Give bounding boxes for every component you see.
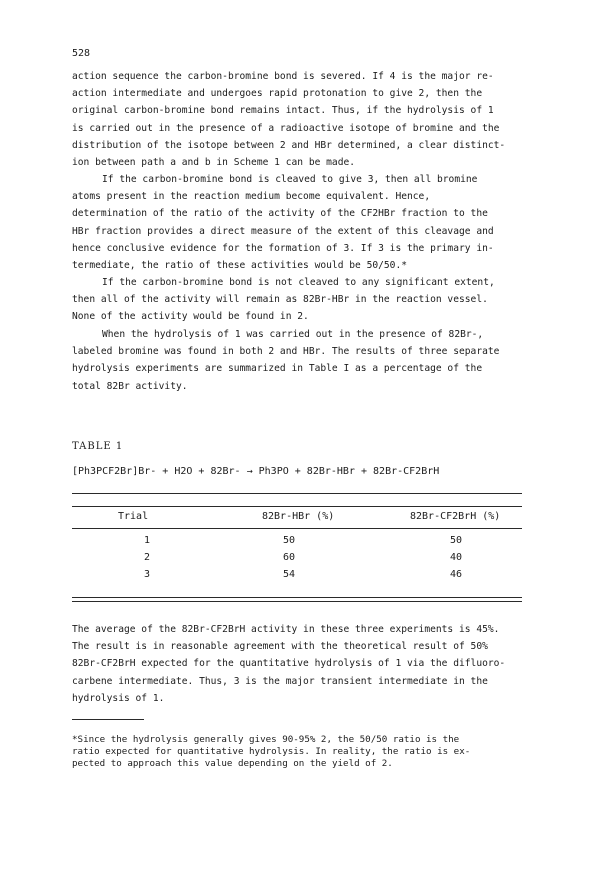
text-line: hydrolysis of 1. [72, 692, 165, 704]
text-line: original carbon-bromine bond remains intact. Thus, if the hydrolysis of 1 [72, 105, 494, 117]
footnote [72, 734, 532, 770]
text-line: HBr fraction provides a direct measure of the extent of this cleavage and [72, 225, 494, 237]
cell-trial: 2 [144, 552, 151, 563]
paragraph-4 [72, 326, 532, 395]
text-line: then all of the activity will remain as 82Br-HBr in the reaction vessel. [72, 294, 488, 306]
table-header-rule [72, 528, 522, 529]
cell-hbr: 54 [283, 569, 296, 580]
text-line: ion between path a and b in Scheme 1 can be made. [72, 157, 356, 169]
text-line: When the hydrolysis of 1 was carried out in the presence of 82Br-, [102, 329, 484, 340]
text-line: determination of the ratio of the activity of the CF2HBr fraction to the [72, 208, 488, 220]
text-line: 82Br-CF2BrH expected for the quantitative hydrolysis of 1 via the difluoro- [72, 658, 506, 670]
page-number: 528 [72, 48, 91, 59]
table-bottom-rule [72, 597, 522, 598]
footnote-line: *Since the hydrolysis generally gives 90-95% 2, the 50/50 ratio is the [72, 734, 460, 745]
paragraph-5 [72, 621, 532, 707]
footnote-rule [72, 719, 144, 720]
paragraph-2 [72, 171, 532, 274]
text-line: The result is in reasonable agreement with the theoretical result of 50% [72, 641, 488, 653]
text-line: The average of the 82Br-CF2BrH activity in these three experiments is 45%. [72, 624, 500, 635]
paragraph-1 [72, 68, 532, 171]
table-bottom-rule-2 [72, 601, 522, 602]
text-line: If the carbon-bromine bond is not cleaved to any significant extent, [102, 277, 495, 288]
reaction-equation: [Ph3PCF2Br]Br- + H2O + 82Br- → Ph3PO + 82Br-HBr + 82Br-CF2BrH [72, 466, 440, 477]
text-line: carbene intermediate. Thus, 3 is the major transient intermediate in the [72, 675, 488, 687]
text-line: action sequence the carbon-bromine bond is severed. If 4 is the major re- [72, 71, 494, 82]
table-top-rule [72, 493, 522, 494]
text-line: hydrolysis experiments are summarized in Table I as a percentage of the [72, 363, 483, 375]
column-header-hbr: 82Br-HBr (%) [262, 511, 335, 522]
table-title: TABLE 1 [72, 441, 124, 452]
text-line: total 82Br activity. [72, 380, 188, 392]
text-line: None of the activity would be found in 2. [72, 311, 309, 323]
text-line: If the carbon-bromine bond is cleaved to give 3, then all bromine [102, 174, 478, 185]
table-top-rule-2 [72, 506, 522, 507]
cell-cf2brh: 50 [450, 535, 463, 546]
footnote-line: ratio expected for quantitative hydrolysis. In reality, the ratio is ex- [72, 746, 471, 757]
cell-trial: 3 [144, 569, 151, 580]
footnote-line: pected to approach this value depending on the yield of 2. [72, 758, 393, 769]
cell-hbr: 50 [283, 535, 296, 546]
cell-hbr: 60 [283, 552, 296, 563]
cell-cf2brh: 46 [450, 569, 463, 580]
column-header-cf2brh: 82Br-CF2BrH (%) [410, 511, 501, 522]
text-line: distribution of the isotope between 2 and HBr determined, a clear distinct- [72, 139, 506, 151]
text-line: labeled bromine was found in both 2 and HBr. The results of three separate [72, 346, 500, 358]
cell-trial: 1 [144, 535, 151, 546]
column-header-trial: Trial [118, 511, 149, 522]
paragraph-3 [72, 274, 532, 326]
text-line: action intermediate and undergoes rapid protonation to give 2, then the [72, 88, 483, 100]
text-line: hence conclusive evidence for the formation of 3. If 3 is the primary in- [72, 242, 494, 254]
text-line: is carried out in the presence of a radioactive isotope of bromine and the [72, 122, 500, 134]
text-line: termediate, the ratio of these activities would be 50/50.* [72, 260, 408, 272]
cell-cf2brh: 40 [450, 552, 463, 563]
text-line: atoms present in the reaction medium become equivalent. Hence, [72, 191, 431, 203]
